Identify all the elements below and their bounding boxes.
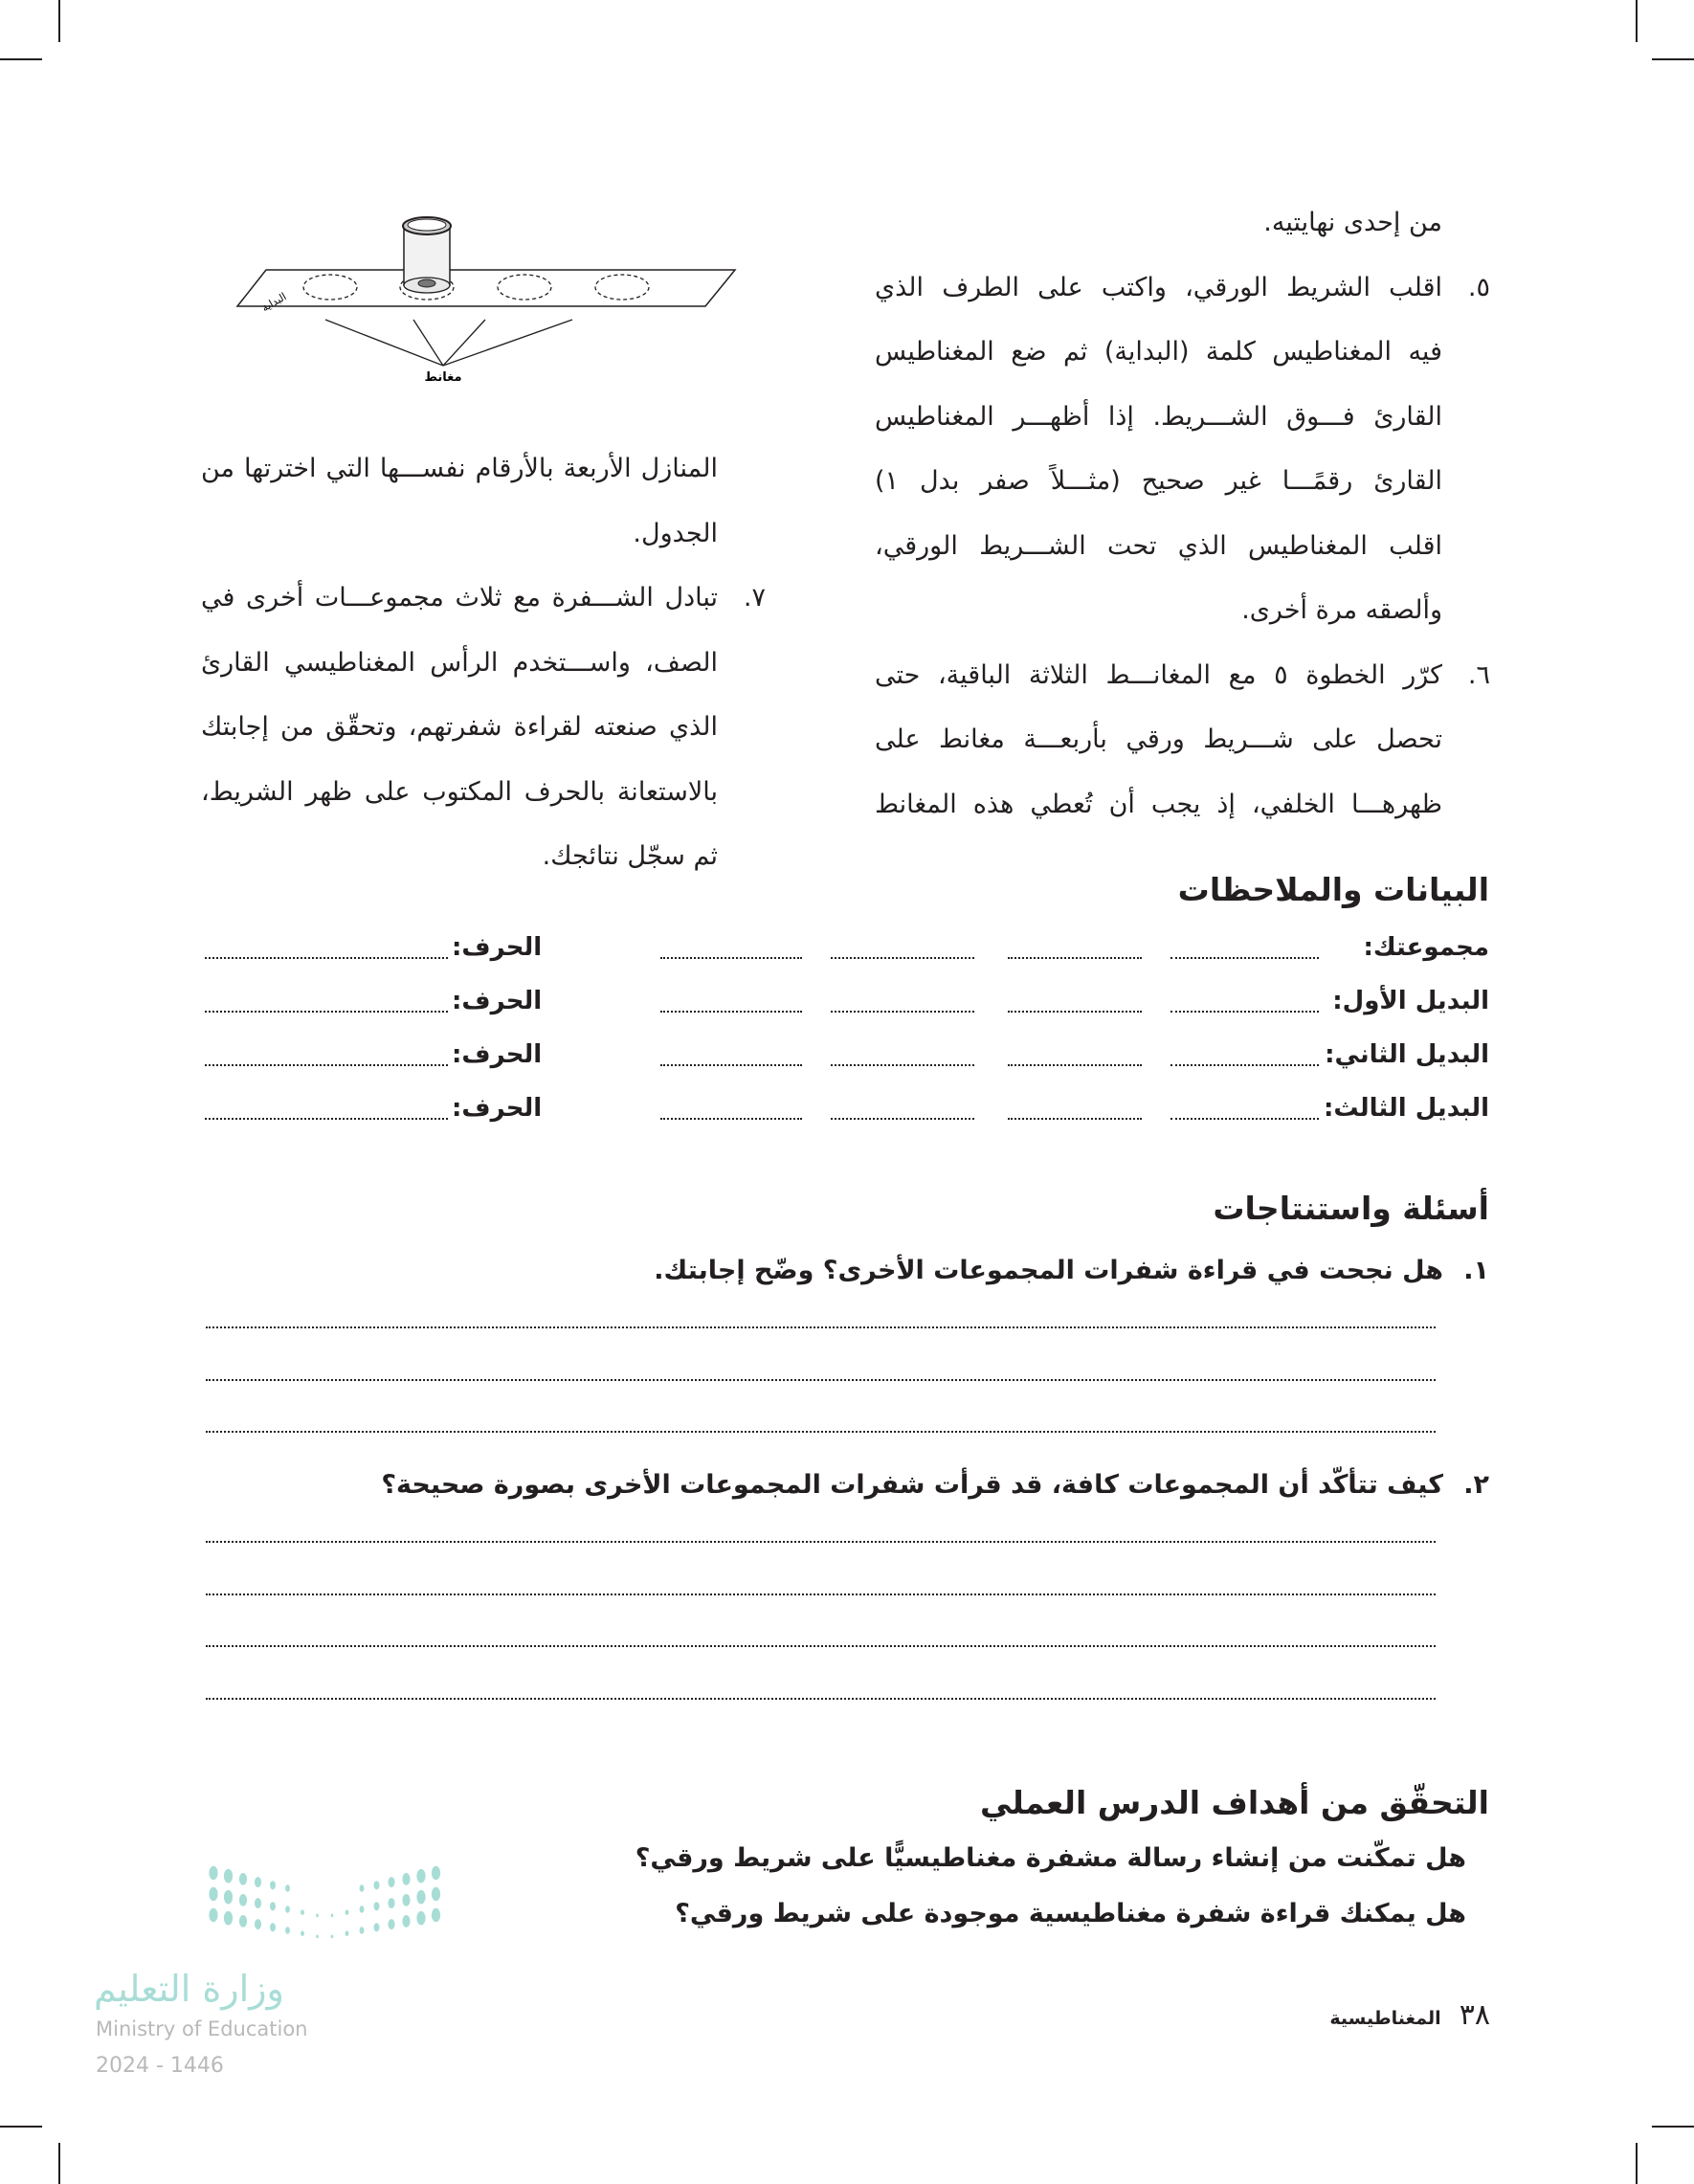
paper-strip (237, 270, 735, 306)
letter-label: الحرف: (452, 1094, 543, 1123)
text-line: الذي صنعته لقراءة شفرتهم، وتحقّق من إجابتك (201, 712, 718, 742)
text-line: الجدول. (633, 518, 718, 548)
question-text: كيف تتأكّد أن المجموعات كافة، قد قرأت شفرات المجموعات الأخرى بصورة صحيحة؟ (381, 1470, 1443, 1500)
blank-field[interactable] (660, 1064, 802, 1066)
answer-line[interactable] (206, 1379, 1436, 1381)
magnetic-strip-figure (191, 201, 785, 450)
logo-dot (432, 1866, 440, 1881)
answer-line[interactable] (206, 1698, 1436, 1700)
logo-dot (402, 1894, 410, 1906)
crop-mark (1636, 2143, 1638, 2184)
logo-dot (402, 1873, 410, 1885)
data-section-title: البيانات والملاحظات (1177, 871, 1489, 908)
logo-dot (301, 1909, 304, 1915)
logo-dot (285, 1884, 290, 1891)
pointer-lines (325, 320, 572, 366)
blank-field[interactable] (660, 957, 802, 959)
text-line: وألصقه مرة أخرى. (1241, 595, 1442, 625)
logo-dot (388, 1877, 394, 1887)
text-line: من إحدى نهايتيه. (1263, 208, 1442, 237)
blank-field[interactable] (1008, 957, 1142, 959)
crop-mark (1636, 0, 1638, 42)
answer-line[interactable] (206, 1593, 1436, 1595)
logo-dot (316, 1914, 319, 1918)
ministry-logo-icon (206, 1861, 455, 1948)
letter-blank-field[interactable] (205, 957, 448, 959)
logo-dot (432, 1908, 440, 1923)
text-line: القارئ رقمًـــا غير صحيح (مثـــلاً صفر بدل ١) (875, 466, 1442, 496)
letter-label: الحرف: (452, 987, 543, 1015)
letter-label: الحرف: (452, 1040, 543, 1069)
blank-field[interactable] (831, 1011, 974, 1013)
crop-mark (0, 2126, 42, 2128)
logo-dot (432, 1887, 440, 1902)
logo-dot (255, 1877, 261, 1887)
logo-dot (374, 1881, 380, 1889)
logo-arabic: وزارة التعليم (94, 1968, 284, 2010)
page-number: ٣٨ (1459, 1998, 1490, 2032)
blank-field[interactable] (1008, 1118, 1142, 1120)
blank-field[interactable] (660, 1118, 802, 1120)
strip-label: البداية (259, 290, 289, 315)
logo-dot (285, 1927, 290, 1933)
logo-dot (374, 1902, 380, 1910)
questions-section-title: أسئلة واستنتاجات (1213, 1190, 1489, 1227)
text-line: كرّر الخطوة ٥ مع المغانـــط الثلاثة الباقية، حتى (875, 659, 1443, 690)
letter-blank-field[interactable] (205, 1011, 448, 1013)
answer-line[interactable] (206, 1541, 1436, 1543)
logo-dot (270, 1881, 276, 1889)
blank-field[interactable] (1008, 1064, 1142, 1066)
logo-dot (270, 1902, 276, 1910)
blank-field[interactable] (831, 957, 974, 959)
blank-field[interactable] (831, 1118, 974, 1120)
text-line: ثم سجّل نتائجك. (542, 841, 718, 871)
blank-field[interactable] (1170, 1118, 1319, 1120)
logo-dot (345, 1909, 349, 1915)
logo-dot (374, 1923, 380, 1931)
logo-dot (360, 1927, 365, 1933)
logo-dot (331, 1935, 334, 1939)
data-row-label: البديل الثالث: (1323, 1094, 1489, 1123)
text-line: فيه المغناطيس كلمة (البداية) ثم ضع المغناطيس (875, 337, 1442, 367)
step-number: ٧. (743, 583, 766, 613)
crop-mark (58, 2143, 60, 2184)
logo-dot (224, 1890, 233, 1905)
answer-line[interactable] (206, 1326, 1436, 1328)
crop-mark (0, 58, 42, 60)
logo-dot (239, 1915, 247, 1928)
chapter-name: المغناطيسية (1329, 2008, 1441, 2029)
data-row-label: البديل الأول: (1332, 987, 1489, 1015)
logo-dot (285, 1905, 290, 1912)
logo-dot (224, 1869, 233, 1883)
logo-dot (360, 1905, 365, 1912)
logo-dot (270, 1923, 276, 1931)
logo-dot (209, 1908, 217, 1923)
text-line: بالاستعانة بالحرف المكتوب على ظهر الشريط، (201, 776, 718, 807)
text-line: اقلب الشريط الورقي، واكتب على الطرف الذي (875, 272, 1442, 302)
logo-dot (316, 1935, 319, 1939)
text-line: اقلب المغناطيس الذي تحت الشـــريط الورقي، (875, 530, 1442, 561)
text-line: تبادل الشـــفرة مع ثلاث مجموعـــات أخرى في (201, 583, 718, 613)
logo-english: Ministry of Education (96, 2017, 308, 2040)
text-line: المنازل الأربعة بالأرقام نفســـها التي اخترتها من (201, 454, 718, 483)
question-number: ١. (1463, 1256, 1489, 1285)
text-line: ظهرهـــا الخلفي، إذ يجب أن تُعطي هذه المغانط (875, 789, 1442, 819)
blank-field[interactable] (1008, 1011, 1142, 1013)
logo-dot (224, 1911, 233, 1926)
crop-mark (1652, 58, 1694, 60)
logo-dot (301, 1930, 304, 1936)
text-line: الصف، واســـتخدم الرأس المغناطيسي القارئ (201, 647, 718, 678)
question-number: ٢. (1463, 1470, 1489, 1500)
logo-dot (209, 1887, 217, 1902)
answer-line[interactable] (206, 1645, 1436, 1647)
text-line: القارئ فـــوق الشـــريط. إذا أظهـــر المغناطيس (875, 401, 1442, 432)
crop-mark (58, 0, 60, 42)
logo-dot (416, 1911, 425, 1926)
reader-cylinder (403, 217, 451, 293)
blank-field[interactable] (660, 1011, 802, 1013)
letter-blank-field[interactable] (205, 1118, 448, 1120)
step-number: ٦. (1467, 659, 1490, 690)
logo-dot (388, 1898, 394, 1908)
logo-dot (388, 1919, 394, 1929)
logo-dot (416, 1869, 425, 1883)
magnets-label: مغانط (424, 370, 462, 385)
blank-field[interactable] (1170, 1064, 1319, 1066)
question-text: هل نجحت في قراءة شفرات المجموعات الأخرى؟ وضّح إجابتك. (654, 1256, 1443, 1285)
goals-section-title: التحقّق من أهداف الدرس العملي (979, 1784, 1489, 1821)
logo-year: 2024 - 1446 (96, 2054, 224, 2078)
data-row-label: البديل الثاني: (1325, 1040, 1489, 1069)
logo-dot (402, 1915, 410, 1928)
letter-blank-field[interactable] (205, 1064, 448, 1066)
logo-dot (239, 1873, 247, 1885)
logo-dot (331, 1914, 334, 1918)
blank-field[interactable] (1170, 957, 1319, 959)
logo-dot (209, 1866, 217, 1881)
goal-item: هل يمكنك قراءة شفرة مغناطيسية موجودة على شريط ورقي؟ (675, 1899, 1466, 1928)
page-footer (1329, 1998, 1490, 2032)
logo-dot (345, 1930, 349, 1936)
logo-dot (416, 1890, 425, 1905)
text-line: تحصل على شـــريط ورقي بأربعـــة مغانط على (875, 724, 1442, 754)
letter-label: الحرف: (452, 933, 543, 962)
goal-item: هل تمكّنت من إنشاء رسالة مشفرة مغناطيسيًّا على شريط ورقي؟ (635, 1843, 1466, 1873)
logo-dot (360, 1884, 365, 1891)
step-number: ٥. (1467, 272, 1490, 302)
logo-dot (255, 1898, 261, 1908)
crop-mark (1652, 2126, 1694, 2128)
logo-dot (239, 1894, 247, 1906)
data-row-label: مجموعتك: (1363, 933, 1489, 962)
logo-dot (255, 1919, 261, 1929)
answer-line[interactable] (206, 1431, 1436, 1433)
blank-field[interactable] (1170, 1011, 1319, 1013)
blank-field[interactable] (831, 1064, 974, 1066)
